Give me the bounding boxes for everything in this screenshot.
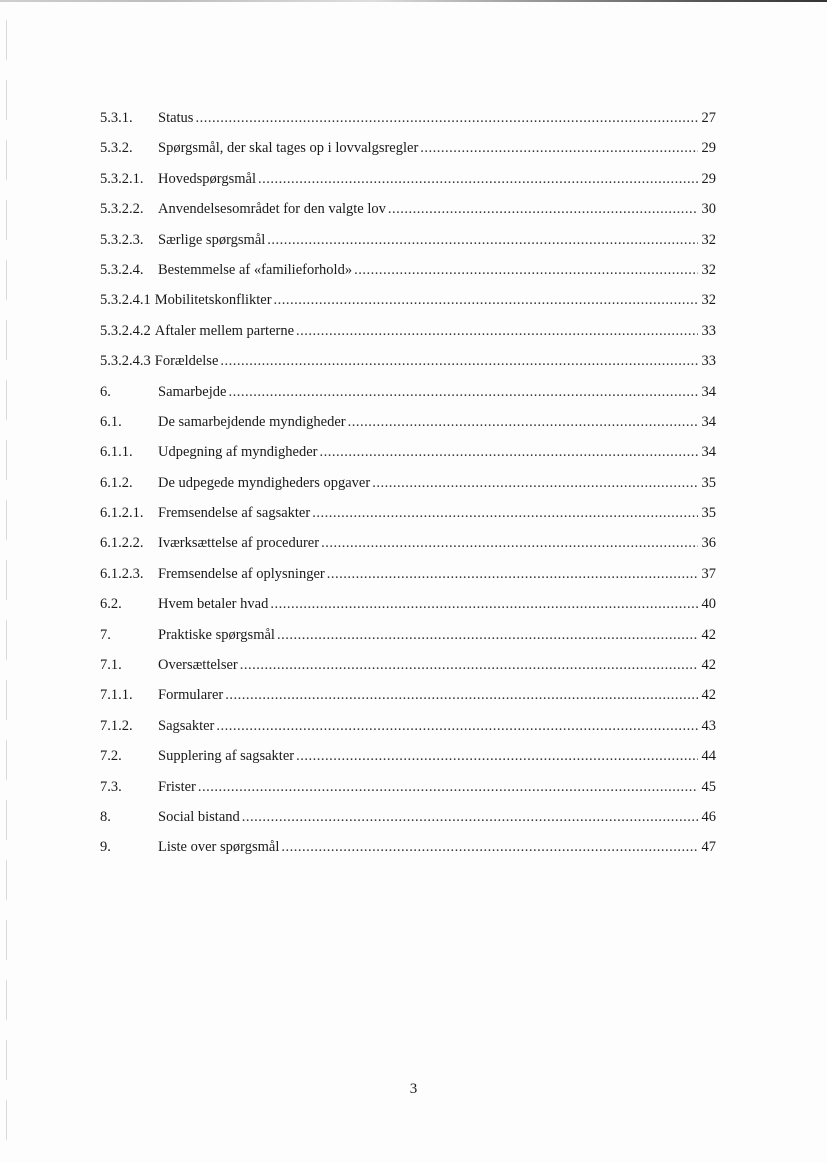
toc-entry-page: 29: [701, 140, 716, 157]
toc-entry-number: 9.: [100, 839, 111, 856]
toc-entry-number: 5.3.2.4.3: [100, 353, 151, 370]
toc-entry-page: 32: [701, 292, 716, 309]
toc-dot-leader: [319, 441, 698, 463]
toc-entry-title: Fremsendelse af oplysninger: [158, 565, 325, 582]
toc-entry-title: Praktiske spørgsmål: [158, 626, 275, 643]
toc-entry-page: 32: [701, 261, 716, 278]
toc-dot-leader: [312, 502, 698, 524]
toc-entry-title: Formularer: [158, 687, 224, 704]
toc-entry-number: 7.1.1.: [100, 687, 133, 704]
toc-entry-page: 29: [701, 170, 716, 187]
toc-entry-title: Bestemmelse af «familieforhold»: [158, 261, 353, 278]
toc-entry-title: Forældelse: [154, 353, 219, 370]
toc-entry-number: 8.: [100, 808, 111, 825]
toc-entry: [100, 198, 716, 228]
toc-dot-leader: [258, 168, 698, 190]
toc-entry-title: Særlige spørgsmål: [158, 231, 266, 248]
toc-entry-title: Hvem betaler hvad: [158, 596, 269, 613]
toc-entry-number: 7.1.: [100, 657, 122, 674]
toc-entry-number: 7.3.: [100, 778, 122, 795]
toc-entry-number: 5.3.1.: [100, 110, 133, 126]
toc-entry-title: Supplering af sagsakter: [158, 748, 295, 765]
toc-entry-number: 7.: [100, 626, 111, 643]
toc-entry-page: 47: [701, 839, 716, 856]
toc-entry-title: De samarbejdende myndigheder: [158, 413, 346, 430]
toc-entry-title: Frister: [158, 778, 196, 795]
toc-dot-leader: [281, 836, 698, 858]
toc-entry: [100, 289, 716, 319]
toc-dot-leader: [240, 654, 698, 676]
toc-dot-leader: [195, 107, 698, 129]
toc-entry: [100, 806, 716, 836]
toc-entry-title: Sagsakter: [158, 717, 215, 734]
toc-entry-page: 33: [701, 353, 716, 370]
toc-dot-leader: [198, 776, 698, 798]
toc-dot-leader: [296, 745, 698, 767]
toc-dot-leader: [267, 229, 698, 251]
toc-dot-leader: [216, 715, 698, 737]
toc-entry-page: 43: [701, 717, 716, 734]
toc-entry: [100, 715, 716, 745]
toc-dot-leader: [220, 350, 698, 372]
toc-entry: [100, 836, 716, 866]
toc-entry-title: Hovedspørgsmål: [158, 170, 257, 187]
toc-entry-number: 5.3.2.4.: [100, 261, 144, 278]
scan-top-edge: [0, 0, 827, 2]
toc-entry-number: 6.2.: [100, 596, 122, 613]
toc-dot-leader: [354, 259, 698, 281]
toc-entry-page: 45: [701, 778, 716, 795]
toc-entry-page: 37: [701, 565, 716, 582]
toc-entry: [100, 776, 716, 806]
toc-dot-leader: [274, 289, 698, 311]
page-number: 3: [409, 1081, 418, 1097]
toc-entry-title: Udpegning af myndigheder: [158, 444, 318, 461]
toc-entry-page: 34: [701, 383, 716, 400]
toc-entry: [100, 684, 716, 714]
toc-dot-leader: [270, 593, 698, 615]
toc-entry: [100, 745, 716, 775]
toc-dot-leader: [321, 532, 698, 554]
toc-entry-title: Oversættelser: [158, 657, 238, 674]
toc-entry: [100, 563, 716, 593]
toc-dot-leader: [225, 684, 698, 706]
toc-entry: [100, 502, 716, 532]
toc-entry: [100, 441, 716, 471]
toc-entry: [100, 168, 716, 198]
toc-entry-title: Fremsendelse af sagsakter: [158, 505, 311, 522]
toc-entry-page: 42: [701, 657, 716, 674]
toc-entry-number: 6.1.2.: [100, 474, 133, 491]
table-of-contents: [100, 107, 716, 867]
toc-entry-number: 7.1.2.: [100, 717, 133, 734]
toc-entry-title: Aftaler mellem parterne: [154, 322, 295, 339]
toc-entry-title: Anvendelsesområdet for den valgte lov: [158, 201, 386, 218]
toc-entry-title: Samarbejde: [158, 383, 227, 400]
toc-entry-page: 34: [701, 413, 716, 430]
toc-entry-page: 42: [701, 687, 716, 704]
toc-entry-number: 6.1.1.: [100, 444, 133, 461]
toc-entry: [100, 472, 716, 502]
toc-entry-title: De udpegede myndigheders opgaver: [158, 474, 371, 491]
toc-dot-leader: [242, 806, 698, 828]
toc-entry-page: 35: [701, 474, 716, 491]
toc-entry: [100, 320, 716, 350]
toc-entry-page: 42: [701, 626, 716, 643]
toc-entry-number: 5.3.2.3.: [100, 231, 144, 248]
toc-entry: [100, 229, 716, 259]
toc-entry-page: 36: [701, 535, 716, 552]
toc-entry: [100, 137, 716, 167]
toc-entry: [100, 107, 716, 137]
toc-entry-page: 40: [701, 596, 716, 613]
toc-entry: [100, 654, 716, 684]
toc-entry-page: 27: [701, 110, 716, 126]
toc-entry: [100, 624, 716, 654]
toc-entry-page: 46: [701, 808, 716, 825]
toc-entry-number: 5.3.2.4.1: [100, 292, 151, 309]
toc-entry-title: Spørgsmål, der skal tages op i lovvalgsregler: [158, 140, 419, 157]
toc-dot-leader: [296, 320, 698, 342]
toc-entry-page: 35: [701, 505, 716, 522]
toc-entry-title: Iværksættelse af procedurer: [158, 535, 320, 552]
toc-dot-leader: [372, 472, 698, 494]
toc-dot-leader: [228, 381, 698, 403]
toc-dot-leader: [420, 137, 698, 159]
toc-entry-number: 5.3.2.4.2: [100, 322, 151, 339]
toc-entry: [100, 350, 716, 380]
toc-entry: [100, 532, 716, 562]
toc-entry-number: 5.3.2.: [100, 140, 133, 157]
toc-entry-page: 34: [701, 444, 716, 461]
toc-dot-leader: [348, 411, 698, 433]
toc-entry-number: 6.1.2.1.: [100, 505, 144, 522]
toc-entry-number: 6.1.2.3.: [100, 565, 144, 582]
toc-entry-number: 6.: [100, 383, 111, 400]
scan-left-edge: [6, 20, 7, 1140]
toc-entry-page: 32: [701, 231, 716, 248]
toc-entry-number: 6.1.: [100, 413, 122, 430]
toc-entry: [100, 381, 716, 411]
toc-entry-number: 5.3.2.1.: [100, 170, 144, 187]
toc-entry: [100, 259, 716, 289]
toc-dot-leader: [277, 624, 698, 646]
toc-entry-title: Liste over spørgsmål: [158, 839, 280, 856]
toc-entry-title: Status: [158, 110, 194, 126]
toc-entry-title: Mobilitetskonflikter: [154, 292, 272, 309]
toc-entry: [100, 593, 716, 623]
toc-dot-leader: [327, 563, 698, 585]
toc-entry-title: Social bistand: [158, 808, 240, 825]
toc-entry-number: 6.1.2.2.: [100, 535, 144, 552]
toc-entry-page: 30: [701, 201, 716, 218]
toc-entry-number: 5.3.2.2.: [100, 201, 144, 218]
toc-entry-page: 44: [701, 748, 716, 765]
toc-dot-leader: [388, 198, 698, 220]
toc-entry: [100, 411, 716, 441]
toc-entry-page: 33: [701, 322, 716, 339]
toc-entry-number: 7.2.: [100, 748, 122, 765]
